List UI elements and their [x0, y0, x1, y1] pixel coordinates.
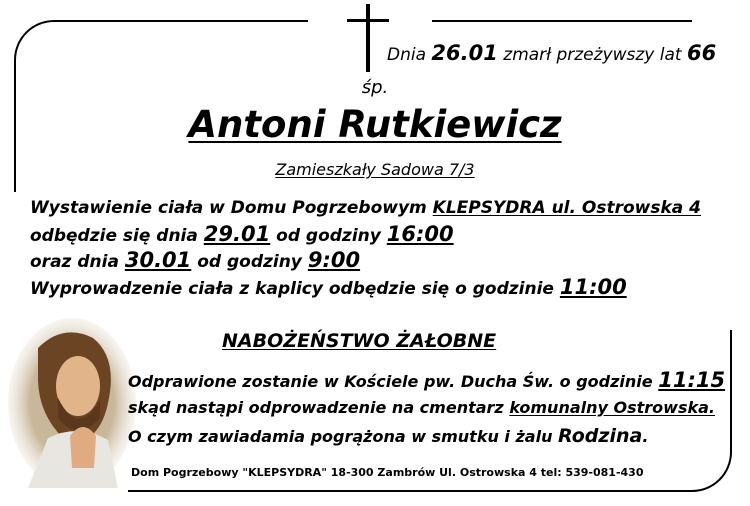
- cross-bar: [347, 19, 389, 22]
- deceased-name: Antoni Rutkiewicz: [188, 103, 562, 146]
- viewing-date-1: 29.01: [203, 222, 271, 246]
- viewing-line-1: Wystawienie ciała w Domu Pogrzebowym KLEPSYDRA ul. Ostrowska 4: [30, 198, 701, 218]
- age: 66: [686, 41, 717, 65]
- service-line-3: O czym zawiadamia pogrążona w smutku i żalu Rodzina.: [128, 425, 649, 447]
- death-date: 26.01: [431, 41, 498, 65]
- frame-top-left-line: [60, 20, 308, 22]
- procession-time: 11:00: [559, 275, 627, 299]
- service-heading: NABOŻEŃSTWO ŻAŁOBNE: [222, 330, 497, 352]
- family-signature: Rodzina: [558, 425, 643, 447]
- praying-jesus-icon: [8, 318, 136, 488]
- viewing-place: KLEPSYDRA ul. Ostrowska 4: [432, 198, 701, 218]
- cemetery-name: komunalny Ostrowska.: [509, 398, 715, 417]
- footer-contact: Dom Pogrzebowy "KLEPSYDRA" 18-300 Zambrów Ul. Ostrowska 4 tel: 539-081-430: [131, 466, 644, 479]
- date-prefix: Dnia: [387, 45, 427, 65]
- viewing-line-4: Wyprowadzenie ciała z kaplicy odbędzie się o godzinie 11:00: [30, 275, 627, 299]
- viewing-time-2: 9:00: [307, 248, 361, 272]
- viewing-time-1: 16:00: [386, 222, 454, 246]
- frame-top-right-line: [432, 20, 692, 22]
- viewing-line-3: oraz dnia 30.01 od godziny 9:00: [30, 248, 361, 272]
- cross-icon: [366, 4, 370, 72]
- residence: Zamieszkały Sadowa 7/3: [275, 160, 475, 179]
- viewing-date-2: 30.01: [124, 248, 192, 272]
- service-line-1: Odprawione zostanie w Kościele pw. Ducha Św. o godzinie 11:15: [128, 368, 726, 392]
- viewing-line-2: odbędzie się dnia 29.01 od godziny 16:00: [30, 222, 454, 246]
- service-time: 11:15: [658, 368, 726, 392]
- death-date-line: [387, 41, 716, 65]
- honorific: śp.: [361, 77, 389, 98]
- service-line-2: skąd nastąpi odprowadzenie na cmentarz komunalny Ostrowska.: [128, 398, 715, 417]
- died-text: zmarł przeżywszy lat: [503, 45, 682, 65]
- frame-bottom-line: [128, 490, 648, 492]
